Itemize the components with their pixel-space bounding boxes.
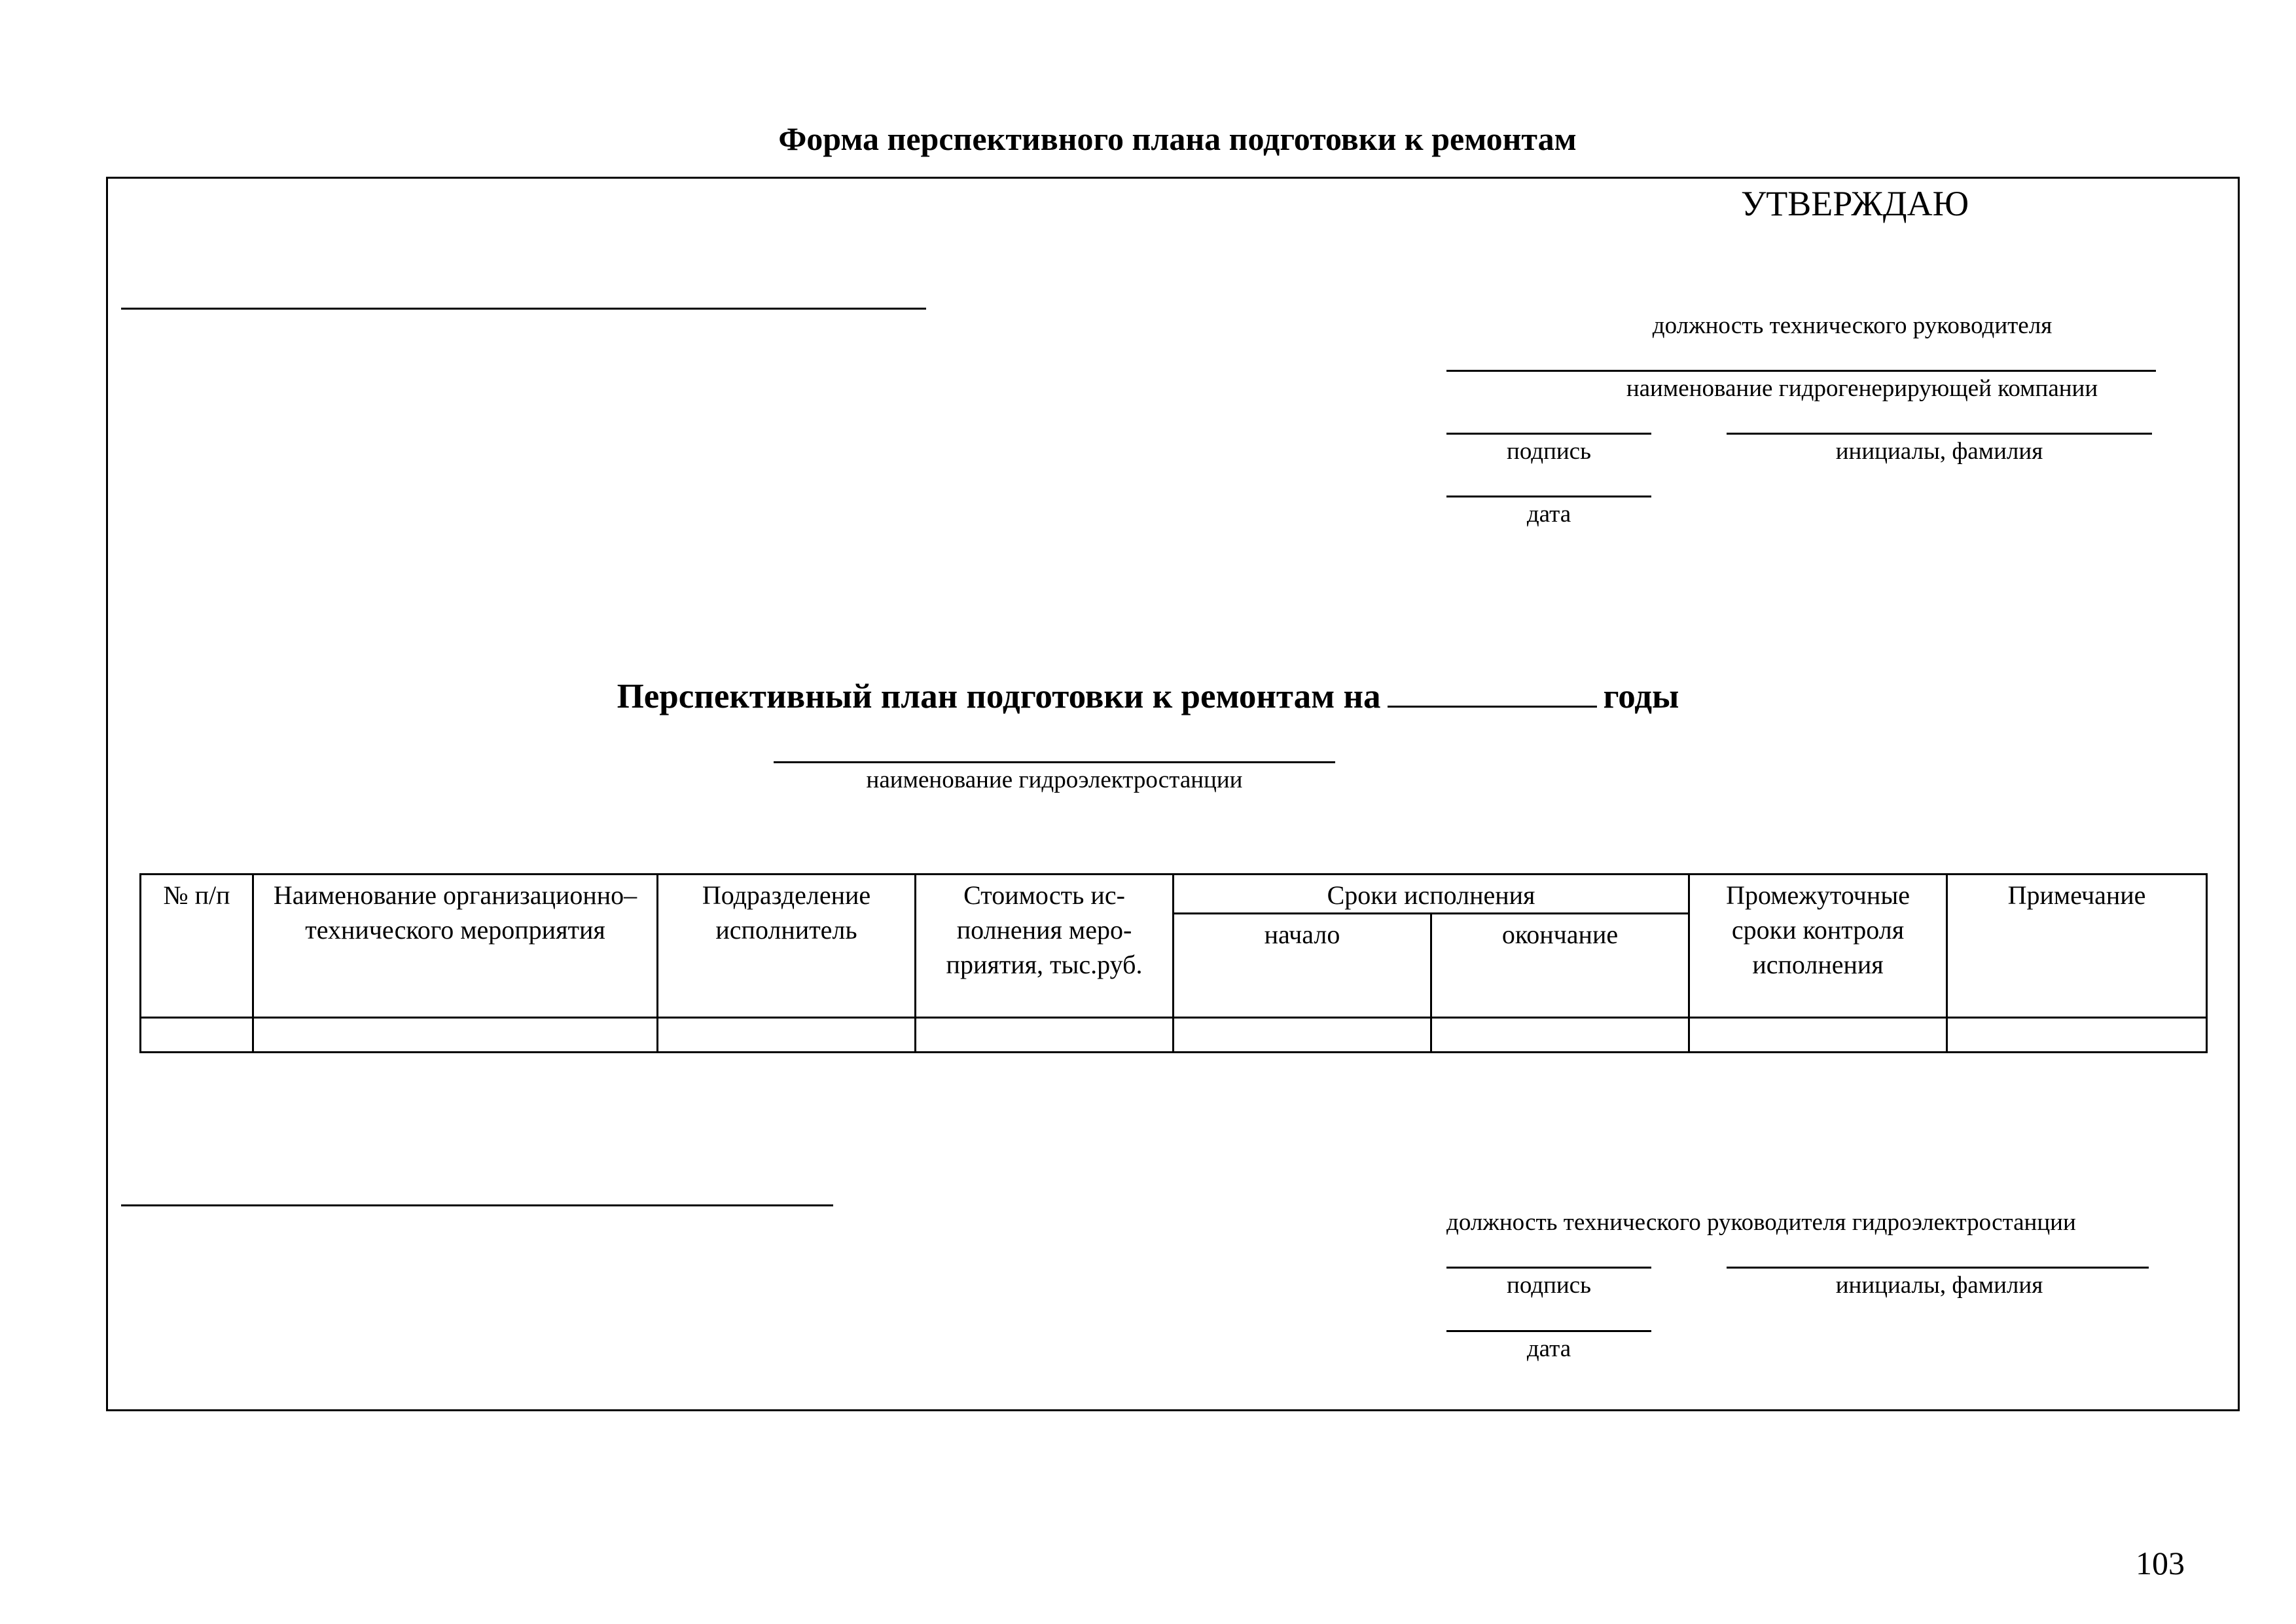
station-caption: наименование гидроэлектростанции <box>866 767 1243 793</box>
plan-title-years: годы <box>1603 677 1679 715</box>
plan-table <box>139 873 2208 1053</box>
company-blank-line <box>1446 370 2156 372</box>
table-cell <box>1947 1018 2207 1053</box>
signature-blank-line <box>1446 433 1651 435</box>
signoff-signature-line <box>1446 1267 1651 1269</box>
table-cell <box>1431 1018 1689 1053</box>
name-blank-line <box>1727 433 2152 435</box>
company-caption: наименование гидрогенерирующей компании <box>1626 375 2098 402</box>
years-blank <box>1388 673 1597 708</box>
date-caption: дата <box>1526 501 1571 528</box>
header-department: Подразделение исполнитель <box>658 875 916 1018</box>
header-control: Промежуточные сроки контроля исполнения <box>1689 875 1947 1018</box>
header-measure-name: Наименование организационно–технического мероприятия <box>253 875 658 1018</box>
approval-heading: УТВЕРЖДАЮ <box>1741 184 1969 223</box>
table-cell <box>1174 1018 1431 1053</box>
date-blank-line <box>1446 496 1651 497</box>
table-cell <box>658 1018 916 1053</box>
signature-caption: подпись <box>1507 438 1591 465</box>
left-top-blank-line <box>121 308 926 310</box>
header-deadlines: Сроки исполнения <box>1174 875 1689 914</box>
table-cell <box>253 1018 658 1053</box>
header-number: № п/п <box>141 875 253 1018</box>
header-end: окончание <box>1431 914 1689 1018</box>
page-number: 103 <box>2136 1545 2185 1581</box>
signoff-date-caption: дата <box>1526 1335 1571 1362</box>
table-row <box>141 1018 2207 1053</box>
header-start: начало <box>1174 914 1431 1018</box>
name-caption: инициалы, фамилия <box>1835 438 2043 465</box>
form-title: Форма перспективного плана подготовки к ремонтам <box>778 120 1577 157</box>
signoff-name-caption: инициалы, фамилия <box>1835 1272 2043 1299</box>
table-cell <box>141 1018 253 1053</box>
table-cell <box>1689 1018 1947 1053</box>
signoff-position-caption: должность технического руководителя гидроэлектростанции <box>1446 1209 2076 1236</box>
table-cell <box>916 1018 1174 1053</box>
signoff-date-line <box>1446 1330 1651 1332</box>
signoff-name-line <box>1727 1267 2149 1269</box>
signoff-signature-caption: подпись <box>1507 1272 1591 1299</box>
header-note: Примечание <box>1947 875 2207 1018</box>
plan-title-text: Перспективный план подготовки к ремонтам на <box>617 677 1381 715</box>
plan-title <box>0 673 2296 720</box>
header-cost: Стоимость ис-полнения меро-приятия, тыс.руб. <box>916 875 1174 1018</box>
station-blank-line <box>774 761 1335 763</box>
approval-position-caption: должность технического руководителя <box>1652 312 2053 339</box>
left-bottom-blank-line <box>121 1204 833 1206</box>
